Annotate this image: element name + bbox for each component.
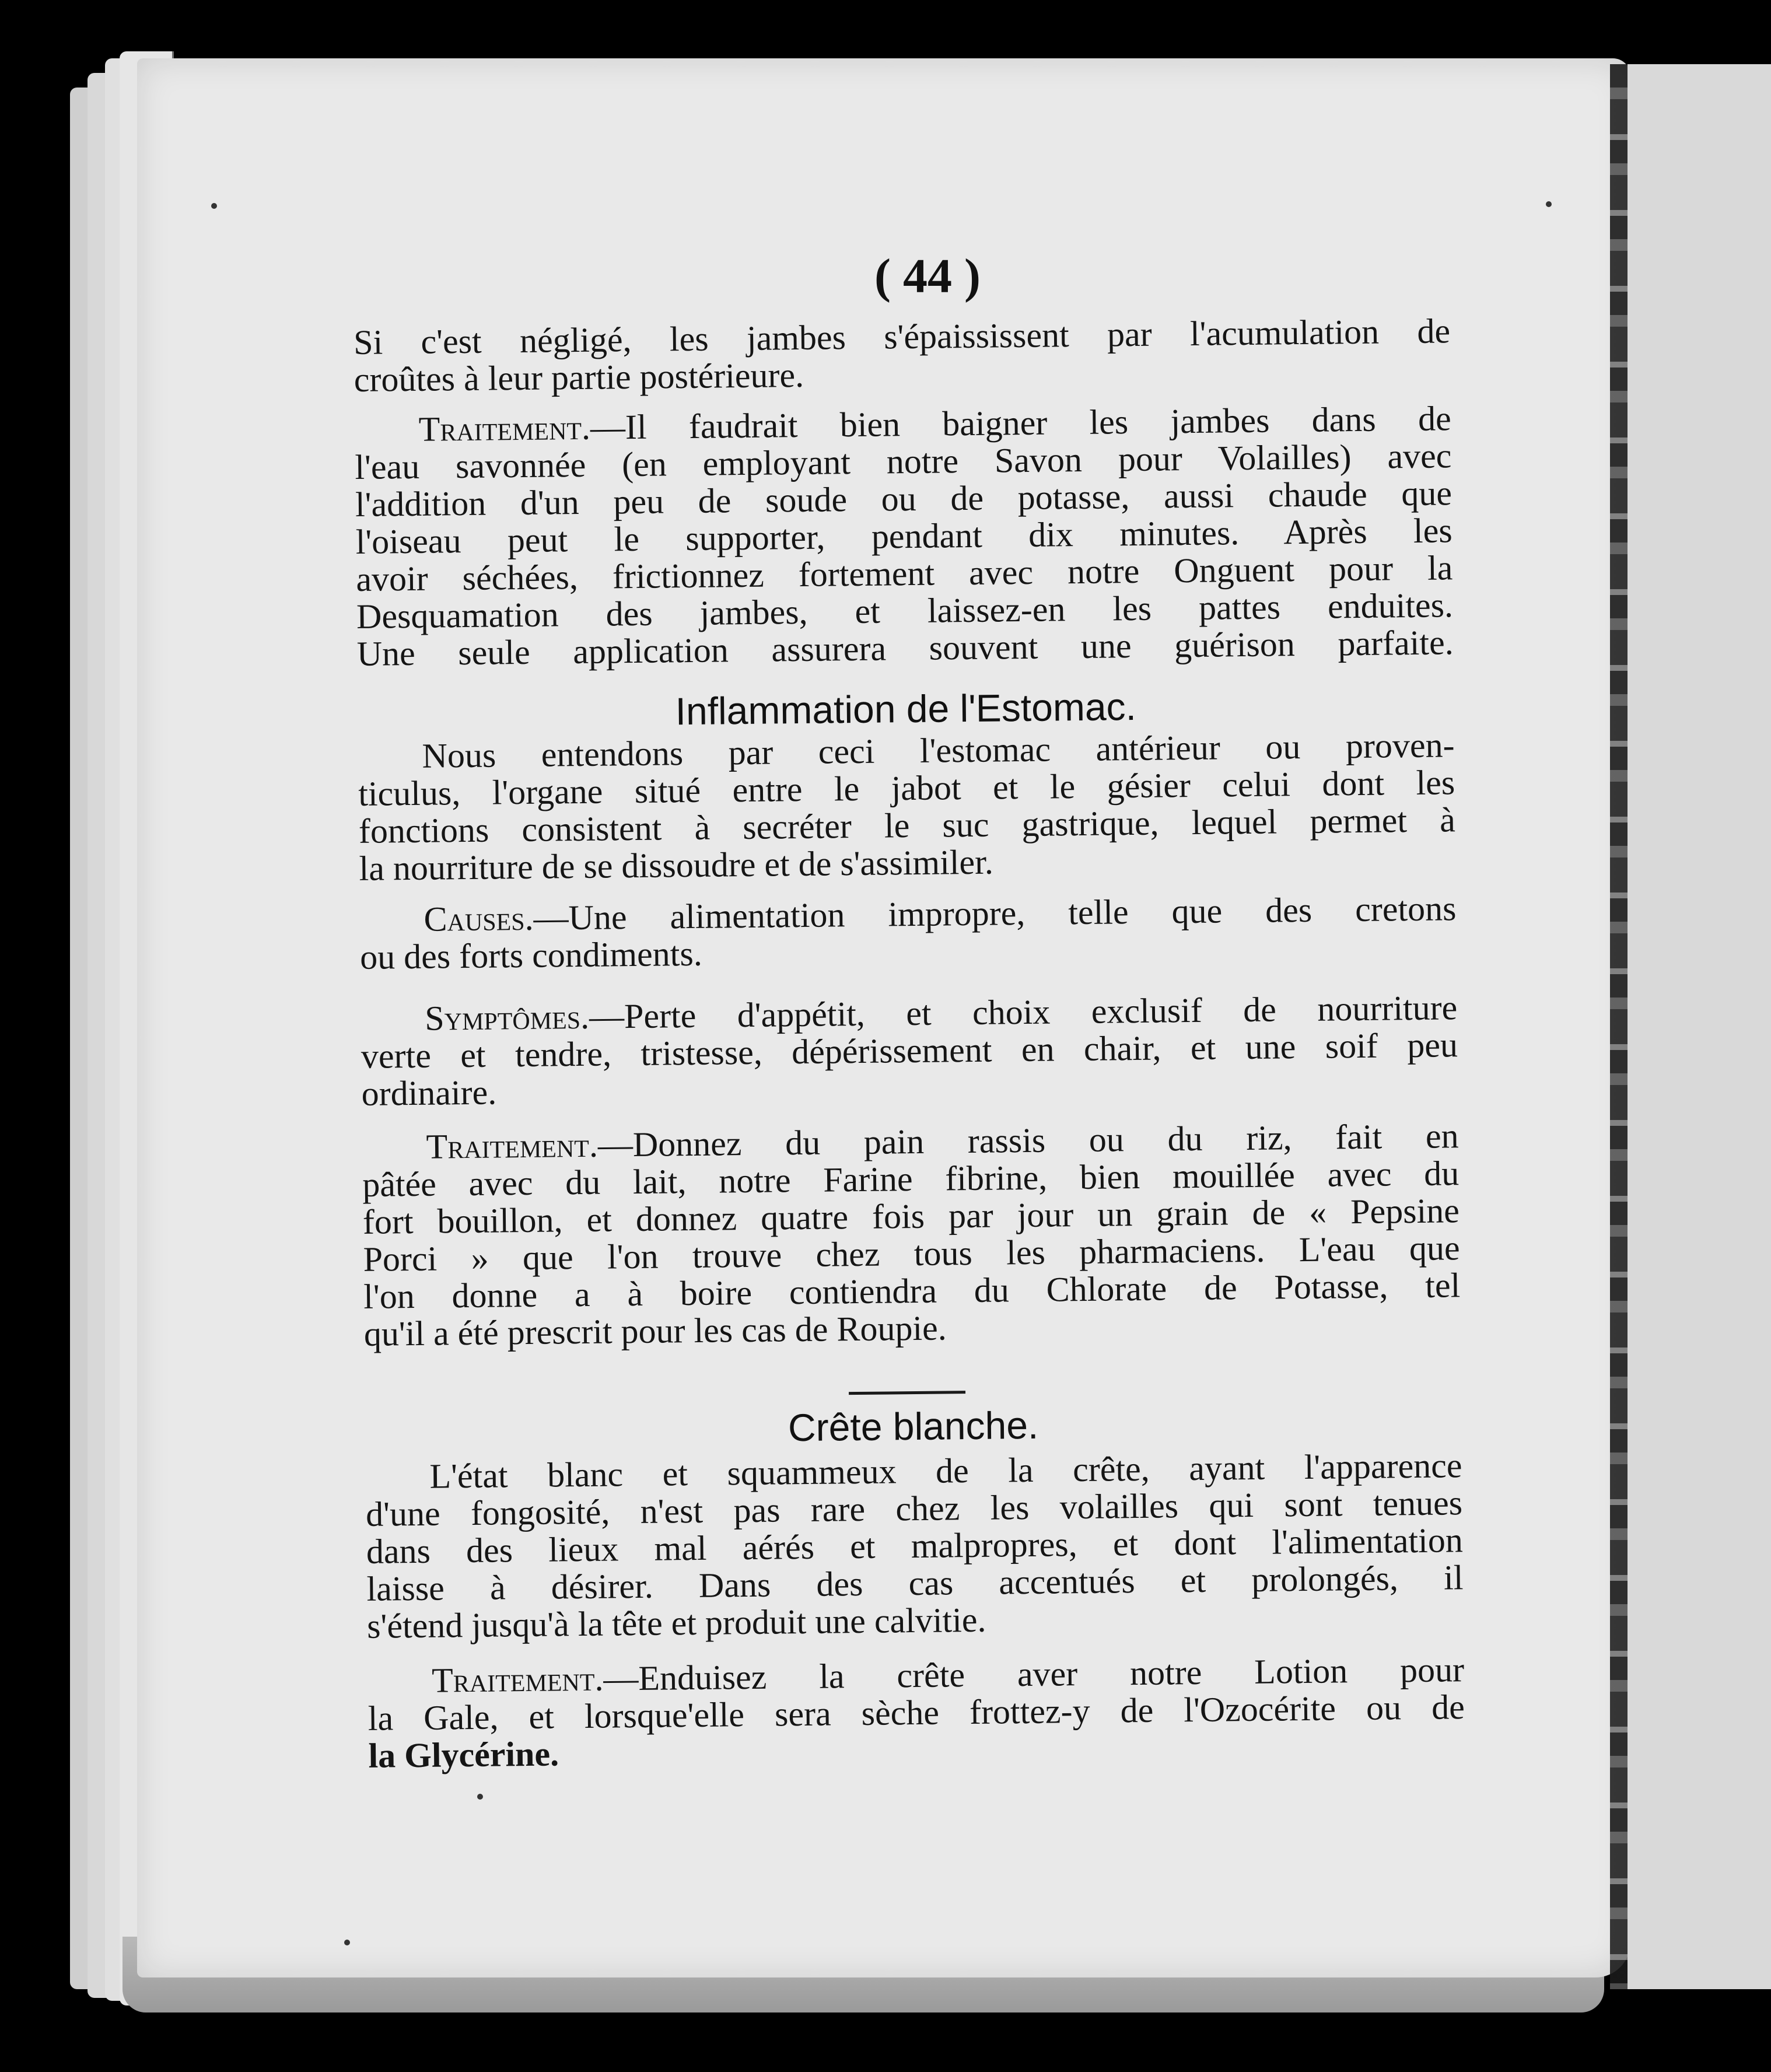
text-line: la Glycérine. <box>368 1734 559 1775</box>
text-line: Une seule application assurera souvent une guérison parfaite. <box>356 623 1454 673</box>
text-fragment: —Enduisez la crête aver notre Lotion pour <box>603 1650 1465 1698</box>
text-line: la Gale, et lorsque'elle sera sèche frottez-y de l'Ozocérite ou de <box>368 1688 1465 1738</box>
section-heading: Inflammation de l'Estomac. <box>675 684 1137 733</box>
paper-speck <box>344 1940 350 1945</box>
text-line: l'oiseau peut le supporter, pendant dix minutes. Après les <box>355 511 1452 561</box>
text-line: l'eau savonnée (en employant notre Savon pour Volailles) avec <box>355 436 1452 487</box>
text-line: fonctions consistent à secréter le suc gastrique, lequel permet à <box>358 800 1456 850</box>
text-line: Desquamation des jambes, et laissez-en les pattes enduites. <box>356 586 1454 636</box>
text-fragment: —Une alimentation impropre, telle que des cretons <box>533 889 1457 937</box>
section-label: Symptômes. <box>424 997 590 1038</box>
text-line: L'état blanc et squammeux de la crête, ayant l'apparence <box>429 1446 1462 1496</box>
paragraph-crete <box>365 1447 1464 1645</box>
paper-speck <box>1546 201 1552 207</box>
text-line: Si c'est négligé, les jambes s'épaississent par l'acumulation de <box>353 312 1451 362</box>
text-line: qu'il a été prescrit pour les cas de Roupie. <box>363 1308 947 1353</box>
text-line: la nourriture de se dissoudre et de s'assimiler. <box>359 842 994 888</box>
text-line: avoir séchées, frictionnez fortement avec notre Onguent pour la <box>356 548 1453 598</box>
section-heading: Crête blanche. <box>788 1403 1039 1450</box>
paragraph-traitement-2 <box>362 1117 1461 1353</box>
paragraph-causes <box>359 890 1457 976</box>
text-line: l'addition d'un peu de soude ou de potasse, aussi chaude que <box>355 474 1452 524</box>
paragraph-symptomes <box>360 989 1458 1112</box>
section-label: Traitement. <box>418 408 591 449</box>
section-label: Traitement. <box>431 1659 604 1700</box>
text-fragment: —Il faudrait bien baigner les jambes dans de <box>590 399 1451 447</box>
text-line: croûtes à leur partie postérieure. <box>354 355 804 399</box>
text-line: laisse à désirer. Dans des cas accentués et prolongés, il <box>366 1558 1464 1608</box>
text-line: dans des lieux mal aérés et malpropres, et dont l'alimentation <box>366 1521 1464 1571</box>
text-fragment: —Donnez du pain rassis ou du riz, fait en <box>597 1116 1459 1164</box>
text-line: Porci » que l'on trouve chez tous les pharmaciens. L'eau que <box>363 1228 1460 1279</box>
text-line: l'on donne a à boire contiendra du Chlorate de Potasse, tel <box>363 1266 1461 1316</box>
text-line: ou des forts condiments. <box>359 934 703 977</box>
paper-speck <box>477 1794 483 1800</box>
paragraph-estomac <box>358 726 1456 887</box>
page-number: ( 44 ) <box>874 249 981 303</box>
text-line: verte et tendre, tristesse, dépérissement en chair, et une soif peu <box>360 1026 1458 1076</box>
paragraph-traitement-3 <box>368 1651 1465 1774</box>
section-label: Traitement. <box>426 1125 598 1166</box>
text-line: ordinaire. <box>361 1073 497 1113</box>
text-line: Nous entendons par ceci l'estomac antérieur ou proven- <box>422 726 1455 775</box>
text-line: ticulus, l'organe situé entre le jabot et le gésier celui dont les <box>358 763 1455 813</box>
paragraph-intro <box>354 312 1451 398</box>
paper-speck <box>211 203 217 209</box>
text-line: d'une fongosité, n'est pas rare chez les volailles qui sont tenues <box>365 1483 1463 1534</box>
text-fragment: —Perte d'appétit, et choix exclusif de nourriture <box>589 988 1458 1036</box>
text-line: s'étend jusqu'à la tête et produit une calvitie. <box>366 1600 986 1646</box>
text-line: fort bouillon, et donnez quatre fois par jour un grain de « Pepsine <box>362 1191 1460 1241</box>
section-label: Causes. <box>424 898 534 939</box>
paragraph-traitement-1 <box>354 400 1454 673</box>
facing-page <box>1628 64 1771 1989</box>
text-line: pâtée avec du lait, notre Farine fibrine, bien mouillée avec du <box>362 1154 1460 1204</box>
